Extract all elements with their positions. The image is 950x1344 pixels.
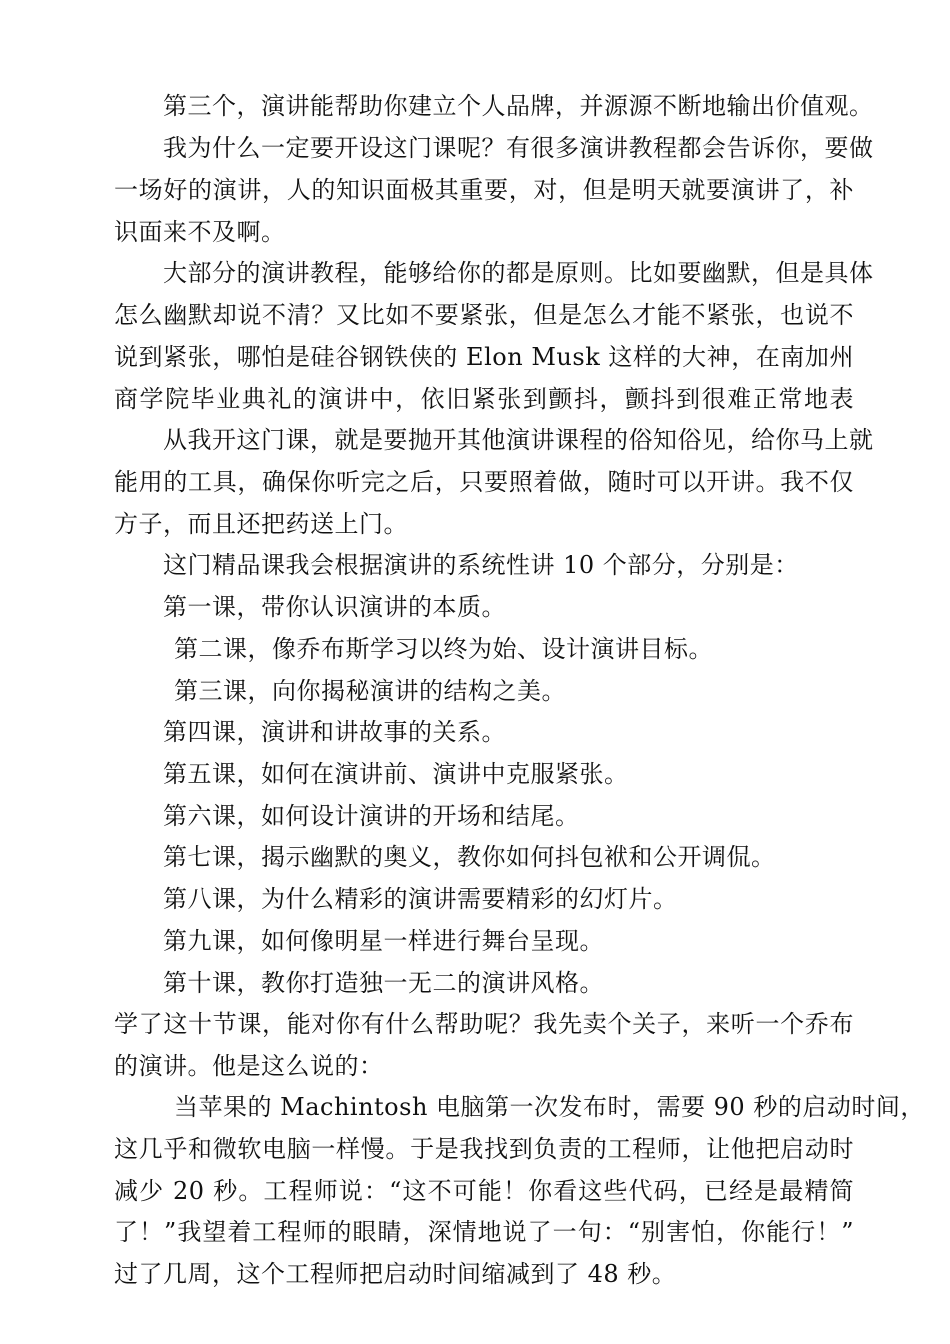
text-line: 识面来不及啊。: [114, 218, 286, 246]
lesson-item: 第九课，如何像明星一样进行舞台呈现。: [163, 927, 604, 955]
text-line: 当苹果的 Machintosh 电脑第一次发布时，需要 90 秒的启动时间，: [174, 1093, 925, 1121]
lesson-item: 第一课，带你认识演讲的本质。: [163, 593, 506, 621]
text-line: 了！”我望着工程师的眼睛，深情地说了一句：“别害怕，你能行！”: [114, 1218, 854, 1246]
lesson-item: 第二课，像乔布斯学习以终为始、设计演讲目标。: [174, 635, 713, 663]
lesson-item: 第八课，为什么精彩的演讲需要精彩的幻灯片。: [163, 885, 678, 913]
text-line: 商学院毕业典礼的演讲中，依旧紧张到颤抖，颤抖到很难正常地表: [114, 385, 854, 413]
text-line: 方子，而且还把药送上门。: [114, 510, 408, 538]
text-line: 第三个，演讲能帮助你建立个人品牌，并源源不断地输出价值观。: [163, 92, 874, 120]
text-line: 从我开这门课，就是要抛开其他演讲课程的俗知俗见，给你马上就: [163, 426, 874, 454]
text-line: 过了几周，这个工程师把启动时间缩减到了 48 秒。: [114, 1260, 677, 1288]
text-line: 一场好的演讲，人的知识面极其重要，对，但是明天就要演讲了，补: [114, 176, 854, 204]
lesson-item: 第七课，揭示幽默的奥义，教你如何抖包袱和公开调侃。: [163, 843, 776, 871]
lesson-item: 第十课，教你打造独一无二的演讲风格。: [163, 969, 604, 997]
text-line: 怎么幽默却说不清？又比如不要紧张，但是怎么才能不紧张，也说不: [114, 301, 854, 329]
text-line: 大部分的演讲教程，能够给你的都是原则。比如要幽默，但是具体: [163, 259, 874, 287]
lesson-item: 第四课，演讲和讲故事的关系。: [163, 718, 506, 746]
lesson-item: 第五课，如何在演讲前、演讲中克服紧张。: [163, 760, 629, 788]
text-line: 我为什么一定要开设这门课呢？有很多演讲教程都会告诉你，要做: [163, 134, 874, 162]
text-line: 这几乎和微软电脑一样慢。于是我找到负责的工程师，让他把启动时: [114, 1135, 854, 1163]
lesson-item: 第三课，向你揭秘演讲的结构之美。: [174, 677, 566, 705]
text-line: 学了这十节课，能对你有什么帮助呢？我先卖个关子，来听一个乔布: [114, 1010, 854, 1038]
text-line: 的演讲。他是这么说的：: [114, 1052, 384, 1080]
text-line: 这门精品课我会根据演讲的系统性讲 10 个部分，分别是：: [163, 551, 799, 579]
lesson-item: 第六课，如何设计演讲的开场和结尾。: [163, 802, 580, 830]
text-line: 减少 20 秒。工程师说：“这不可能！你看这些代码，已经是最精简: [114, 1177, 854, 1205]
text-line: 说到紧张，哪怕是硅谷钢铁侠的 Elon Musk 这样的大神，在南加州: [114, 343, 854, 371]
text-line: 能用的工具，确保你听完之后，只要照着做，随时可以开讲。我不仅: [114, 468, 854, 496]
